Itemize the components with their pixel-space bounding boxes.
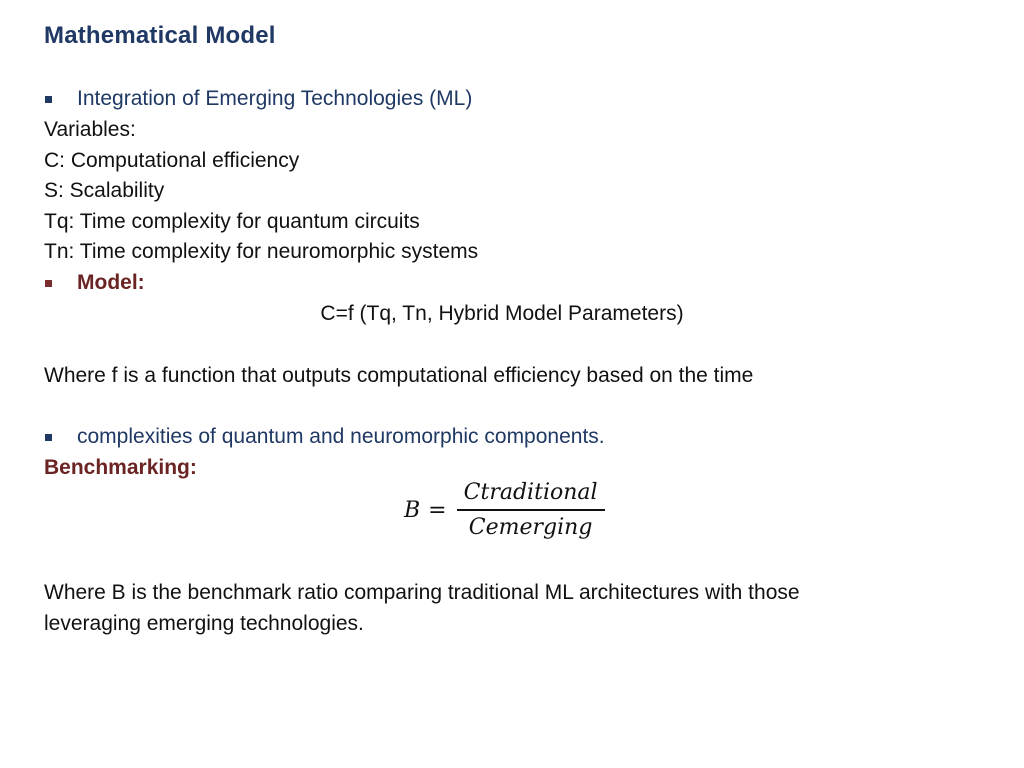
slide-title: Mathematical Model: [44, 22, 276, 49]
formula-equals: =: [428, 497, 447, 523]
bullet-integration: [44, 86, 472, 112]
formula-numerator: Ctraditional: [463, 480, 598, 505]
benchmark-formula: [404, 480, 605, 540]
square-bullet-icon: [45, 96, 52, 103]
formula-lhs: B: [404, 497, 421, 523]
variable-s: S: Scalability: [44, 179, 165, 202]
where-f-text: Where f is a function that outputs computational efficiency based on the time: [44, 364, 754, 387]
bullet-model: [44, 270, 145, 296]
model-label: Model:: [77, 271, 145, 294]
model-formula: C=f (Tq, Tn, Hybrid Model Parameters): [320, 302, 684, 325]
square-bullet-icon: [45, 280, 52, 287]
variable-c: C: Computational efficiency: [44, 149, 300, 172]
benchmarking-label: Benchmarking:: [44, 456, 197, 479]
formula-denominator: Cemerging: [468, 515, 593, 540]
variable-tn: Tn: Time complexity for neuromorphic systems: [44, 240, 479, 263]
variables-heading: Variables:: [44, 118, 136, 141]
square-bullet-icon: [45, 434, 52, 441]
bullet-complexities: [44, 424, 605, 450]
where-b-line2: leveraging emerging technologies.: [44, 612, 364, 635]
bullet-complexities-text: complexities of quantum and neuromorphic components.: [77, 425, 605, 448]
bullet-integration-text: Integration of Emerging Technologies (ML): [77, 87, 473, 110]
where-b-line1: Where B is the benchmark ratio comparing traditional ML architectures with those: [44, 581, 800, 604]
formula-fraction: [457, 480, 605, 540]
variable-tq: Tq: Time complexity for quantum circuits: [44, 210, 420, 233]
